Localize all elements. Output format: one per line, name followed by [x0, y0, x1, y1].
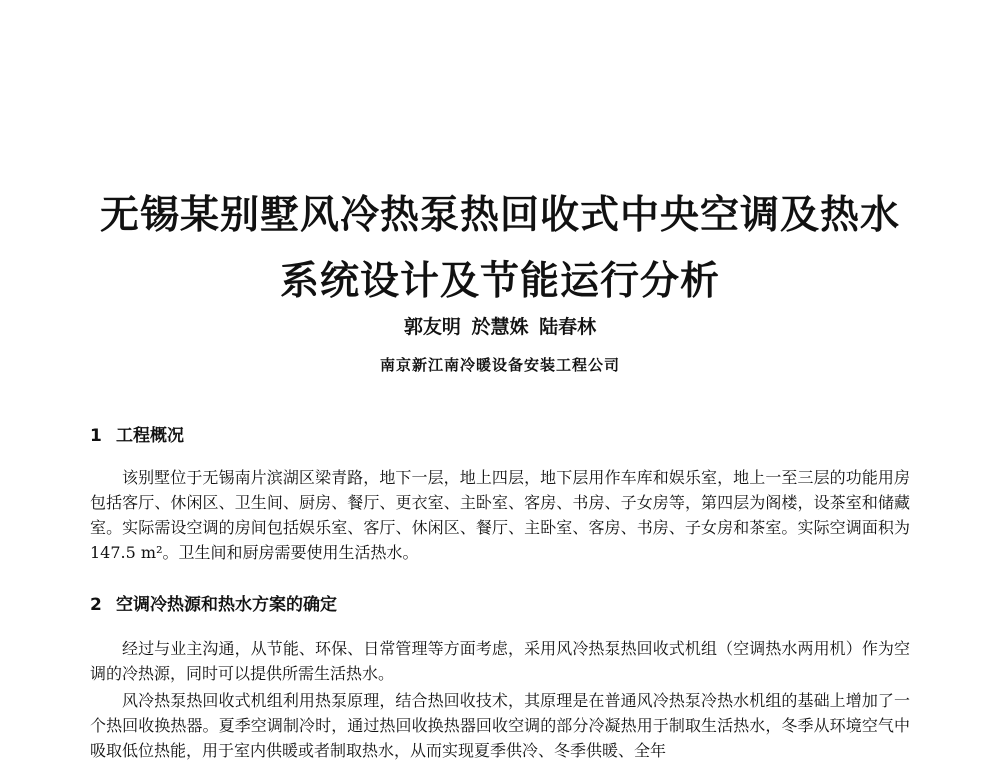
paper-title-line-2: 系统设计及节能运行分析	[279, 259, 720, 304]
paper-affiliation: 南京新江南冷暖设备安装工程公司	[379, 356, 620, 374]
section-title-1: 工程概况	[116, 426, 184, 446]
section-title-2: 空调冷热源和热水方案的确定	[116, 595, 337, 615]
paper-authors: 郭友明 於慧姝 陆春林	[403, 316, 597, 338]
section-1-paragraph-1: 该别墅位于无锡南片滨湖区梁青路，地下一层，地上四层，地下层用作车库和娱乐室，地上一至三层的功能用房包括客厅、休闲区、卫生间、厨房、餐厅、更衣室、主卧室、客房、书房、子女房等，第四层为阁楼，设茶室和储藏室。实际需设空调的房间包括娱乐室、客厅、休闲区、餐厅、主卧室、客房、书房、子女房和茶室。实际空调面积为 147.5 m²。卫生间和厨房需要使用生活热水。	[90, 468, 910, 562]
section-heading-1	[90, 428, 184, 445]
paper-title-line-1: 无锡某别墅风冷热泵热回收式中央空调及热水	[99, 193, 900, 238]
section-heading-2	[90, 597, 337, 614]
section-number-1: 1	[90, 426, 102, 446]
section-2-paragraph-2: 风冷热泵热回收式机组利用热泵原理，结合热回收技术，其原理是在普通风冷热泵冷热水机组的基础上增加了一个热回收换热器。夏季空调制冷时，通过热回收换热器回收空调的部分冷凝热用于制取生活热水，冬季从环境空气中吸取低位热能，用于室内供暖或者制取热水，从而实现夏季供冷、冬季供暖、全年	[90, 691, 910, 760]
section-number-2: 2	[90, 595, 102, 615]
section-2-paragraph-1: 经过与业主沟通，从节能、环保、日常管理等方面考虑，采用风冷热泵热回收式机组（空调热水两用机）作为空调的冷热源，同时可以提供所需生活热水。	[90, 639, 910, 683]
